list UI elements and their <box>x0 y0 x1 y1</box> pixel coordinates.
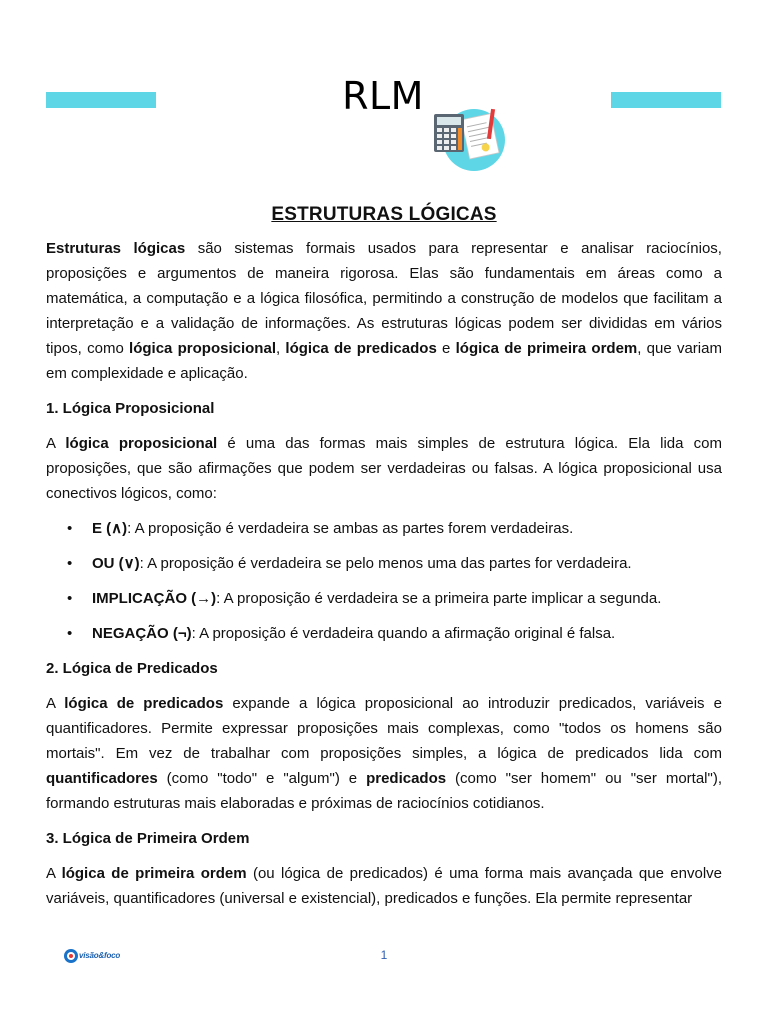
brand-title: RLM <box>342 74 424 118</box>
section-1-paragraph <box>46 431 722 506</box>
list-item <box>46 621 722 646</box>
section-2-text: expande a lógica proposicional ao introduzir predicados, variáveis e quantificadores. Permite expressar proposições mais complexas, como "todos os homens são mortais". Em vez de trabalhar com proposições simples, a lógica de predicados lida com <box>46 695 722 762</box>
document-body <box>46 236 722 911</box>
section-heading-3: 3. Lógica de Primeira Ordem <box>46 830 250 847</box>
intro-sep: , <box>275 340 286 357</box>
section-3-paragraph <box>46 861 722 911</box>
connectives-list <box>46 516 722 646</box>
section-2-term: lógica de predicados <box>64 695 224 712</box>
intro-sep: e <box>436 340 456 357</box>
connective-desc: : A proposição é verdadeira quando a afirmação original é falsa. <box>191 625 616 642</box>
connective-desc: : A proposição é verdadeira se ambas as partes forem verdadeiras. <box>127 520 574 537</box>
list-item <box>46 551 722 576</box>
page-number: 1 <box>380 948 388 962</box>
section-heading-2: 2. Lógica de Predicados <box>46 660 218 677</box>
section-2-paragraph <box>46 691 722 816</box>
connective-term: E (∧) <box>92 520 128 537</box>
section-2-text: A <box>46 695 65 712</box>
section-heading-1: 1. Lógica Proposicional <box>46 400 215 417</box>
intro-text: são sistemas formais usados para representar e analisar raciocínios, proposições e argumentos de maneira rigorosa. Elas são fundamentais em áreas como a matemática, a computação e a lógica filosófica, permitindo a construção de modelos que facilitam a interpretação e a validação de informações. As estruturas lógicas podem ser divididas em vários tipos, como <box>46 240 722 357</box>
calculator-document-icon <box>432 104 506 174</box>
page-title: ESTRUTURAS LÓGICAS <box>271 204 497 225</box>
section-2-text: (como "todo" e "algum") e <box>157 770 367 787</box>
section-3-text: A <box>46 865 62 882</box>
section-1-text: A <box>46 435 66 452</box>
intro-paragraph <box>46 236 722 386</box>
intro-term: Estruturas lógicas <box>46 240 186 257</box>
section-3-text: (ou lógica de predicados) é uma forma mais avançada que envolve variáveis, quantificadores (universal e existencial), predicados e funções. Ela permite representar <box>46 865 722 907</box>
intro-term-first-order: lógica de primeira ordem <box>455 340 638 357</box>
section-2-text: (como "ser homem" ou "ser mortal"), formando estruturas mais elaboradas e próximas de raciocínios cotidianos. <box>46 770 722 812</box>
connective-term: IMPLICAÇÃO (→) <box>92 590 217 607</box>
intro-term-predicates: lógica de predicados <box>285 340 437 357</box>
section-3-term: lógica de primeira ordem <box>61 865 247 882</box>
section-2-term-quantifiers: quantificadores <box>46 770 158 787</box>
section-2-term-predicates: predicados <box>366 770 447 787</box>
connective-desc: : A proposição é verdadeira se pelo menos uma das partes for verdadeira. <box>139 555 632 572</box>
list-item <box>46 586 722 611</box>
connective-term: OU (∨) <box>92 555 140 572</box>
intro-term-propositional: lógica proposicional <box>129 340 276 357</box>
list-item <box>46 516 722 541</box>
section-1-term: lógica proposicional <box>65 435 218 452</box>
connective-desc: : A proposição é verdadeira se a primeira parte implicar a segunda. <box>216 590 662 607</box>
footer-logo-text: visão&foco <box>79 951 121 960</box>
intro-text-end: , que variam em complexidade e aplicação. <box>46 340 722 382</box>
connective-term: NEGAÇÃO (¬) <box>92 625 192 642</box>
section-1-text: é uma das formas mais simples de estrutura lógica. Ela lida com proposições, que são afirmações que podem ser verdadeiras ou falsas. A lógica proposicional usa conectivos lógicos, como: <box>46 435 722 502</box>
